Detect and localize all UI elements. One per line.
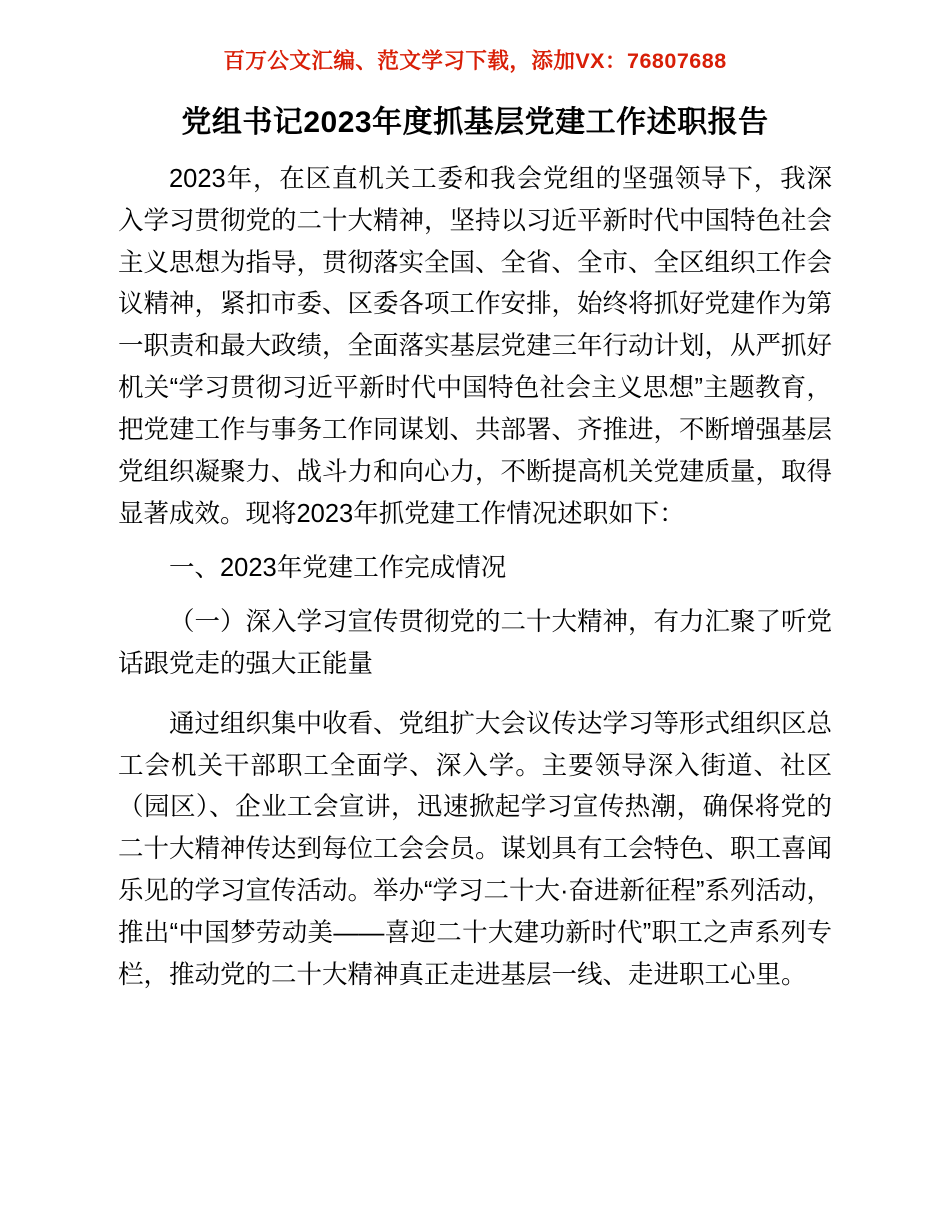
paragraph-intro: 2023年，在区直机关工委和我会党组的坚强领导下，我深入学习贯彻党的二十大精神，坚持以习近平新时代中国特色社会主义思想为指导，贯彻落实全国、全省、全市、全区组织工作会议精神，紧扣市委、区委各项工作安排，始终将抓好党建作为第一职责和最大政绩，全面落实基层党建三年行动计划，从严抓好机关“学习贯彻习近平新时代中国特色社会主义思想”主题教育，把党建工作与事务工作同谋划、共部署、齐推进，不断增强基层党组织凝聚力、战斗力和向心力，不断提高机关党建质量，取得显著成效。现将2023年抓党建工作情况述职如下： (118, 165, 833, 528)
watermark-promo-text: 百万公文汇编、范文学习下载，添加VX：76807688 (223, 49, 727, 73)
subsection-heading-1-1: （一）深入学习宣传贯彻党的二十大精神，有力汇聚了听党话跟党走的强大正能量 (118, 608, 833, 678)
document-content (118, 100, 832, 1009)
paragraph-section-1-1-body: 通过组织集中收看、党组扩大会议传达学习等形式组织区总工会机关干部职工全面学、深入学。主要领导深入街道、社区（园区）、企业工会宣讲，迅速掀起学习宣传热潮，确保将党的二十大精神传达到每位工会会员。谋划具有工会特色、职工喜闻乐见的学习宣传活动。举办“学习二十大·奋进新征程”系列活动，推出“中国梦劳动美——喜迎二十大建功新时代”职工之声系列专栏，推动党的二十大精神真正走进基层一线、走进职工心里。 (118, 709, 833, 989)
section-heading-1: 一、2023年党建工作完成情况 (169, 554, 507, 583)
page-title: 党组书记2023年度抓基层党建工作述职报告 (181, 106, 769, 139)
